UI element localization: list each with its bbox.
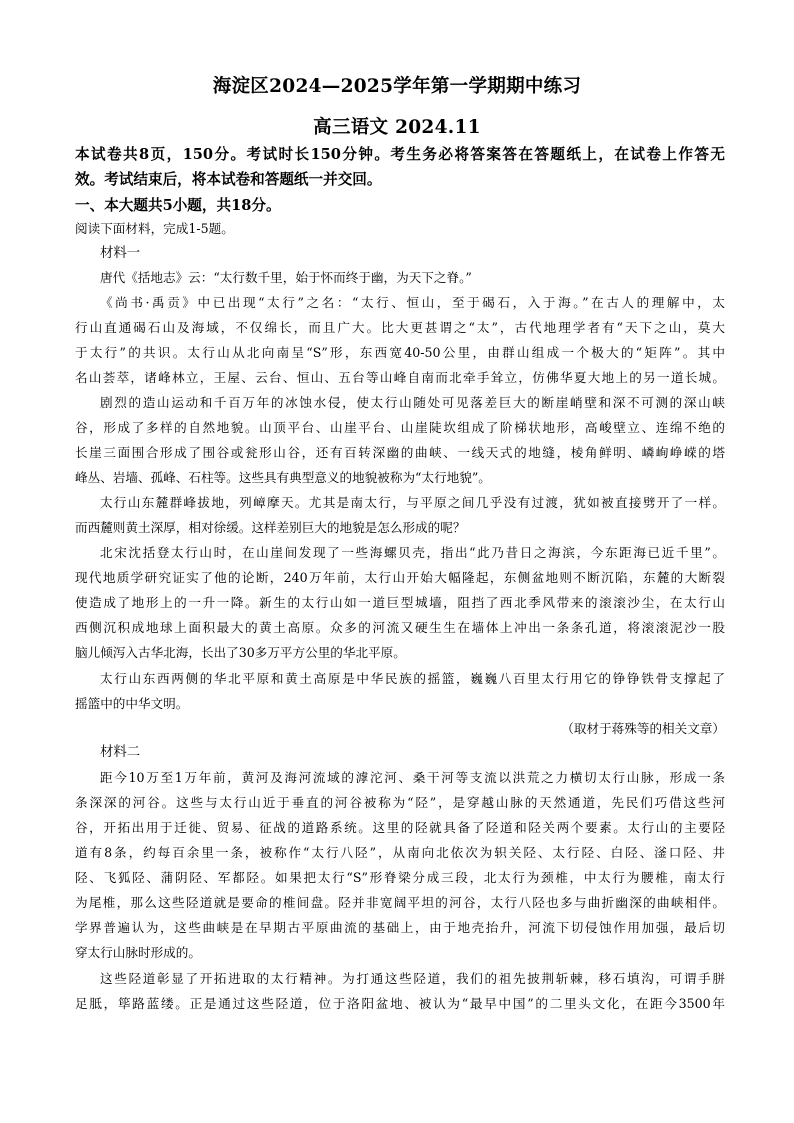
paragraph-line: 北宋沈括登太行山时，在山崖间发现了一些海螺贝壳，指出“此乃昔日之海滨，今东距海已近千里”。 <box>100 545 725 560</box>
paragraph-line: 《尚书·禹贡》中已出现“太行”之名：“太行、恒山，至于碣石，入于海。”在古人的理解中，太 <box>100 295 725 310</box>
section-prompt: 阅读下面材料，完成1-5题。 <box>75 221 234 236</box>
material1-source: （取材于蒋殊等的相关文章） <box>561 721 725 736</box>
paragraph-line: 为尾椎，那么这些陉道就是要命的椎间盘。陉并非宽阔平坦的河谷，太行八陉也多与曲折幽深的曲峡相伴。 <box>75 895 725 910</box>
paragraph-line: 西侧沉积成地球上面积最大的黄土高原。众多的河流又硬生生在墙体上冲出一条条孔道，将滚滚泥沙一股 <box>75 620 725 635</box>
paragraph-line: 使造成了地形上的一升一降。新生的太行山如一道巨型城墙，阻挡了西北季风带来的滚滚沙尘，在太行山 <box>75 595 725 610</box>
paragraph-line: 峰丛、岩墙、孤峰、石柱等。这些具有典型意义的地貌被称为“太行地貌”。 <box>75 470 491 485</box>
paragraph-line: 长崖三面围合形成了围谷或瓮形山谷，还有百转深幽的曲峡、一线天式的地缝，棱角鲜明、嶙峋峥嵘的塔 <box>75 445 725 460</box>
paragraph-line: 条深深的河谷。这些与太行山近于垂直的河谷被称为“陉”，是穿越山脉的天然通道，先民们巧借这些河 <box>75 795 725 810</box>
paragraph-line: 这些陉道彰显了开拓进取的太行精神。为打通这些陉道，我们的祖先披荆斩棘，移石填沟，可谓手胼 <box>100 971 725 986</box>
paragraph-line: 距今10万至1万年前，黄河及海河流域的滹沱河、桑干河等支流以洪荒之力横切太行山脉，形成一条 <box>100 770 725 785</box>
exam-title: 海淀区2024—2025学年第一学期期中练习 <box>212 76 582 97</box>
paragraph-line: 太行山东麓群峰拔地，列嶂摩天。尤其是南太行，与平原之间几乎没有过渡，犹如被直接劈开了一样。 <box>100 495 725 510</box>
paragraph-line: 学界普遍认为，这些曲峡是在早期古平原曲流的基础上，由于地壳抬升，河流下切侵蚀作用加强，最后切 <box>75 920 725 935</box>
paragraph-line: 脑儿倾泻入古华北海，长出了30多万平方公里的华北平原。 <box>75 645 406 660</box>
paragraph-line: 行山直通碣石山及海域，不仅绵长，而且广大。比大更甚谓之“太”，古代地理学者有“天下之山，莫大 <box>75 320 725 335</box>
paragraph-line: 摇篮中的中华文明。 <box>75 696 189 711</box>
paragraph-line: 足胝，筚路蓝缕。正是通过这些陉道，位于洛阳盆地、被认为“最早中国”的二里头文化，在距今3500年 <box>75 996 725 1011</box>
exam-subtitle: 高三语文 2024.11 <box>313 117 481 138</box>
paragraph-line: 穿太行山脉时形成的。 <box>75 945 201 960</box>
paragraph-line: 现代地质学研究证实了他的论断，240万年前，太行山开始大幅隆起，东侧盆地则不断沉陷，东麓的大断裂 <box>75 570 725 585</box>
material1-label: 材料一 <box>100 246 141 261</box>
paragraph-line: 而西麓则黄土深厚，相对徐缓。这样差别巨大的地貌是怎么形成的呢？ <box>75 520 466 535</box>
paragraph-line: 于太行”的共识。太行山从北向南呈“S”形，东西宽40-50公里，由群山组成一个极大的“矩阵”。其中 <box>75 345 725 360</box>
instructions-line: 本试卷共8页，150分。考试时长150分钟。考生务必将答案答在答题纸上，在试卷上作答无 <box>75 146 725 163</box>
paragraph-line: 道有8条，约每百余里一条，被称作“太行八陉”，从南向北依次为轵关陉、太行陉、白陉、滏口陉、井 <box>75 845 725 860</box>
instructions-line: 效。考试结束后，将本试卷和答题纸一并交回。 <box>75 171 382 188</box>
section-heading: 一、本大题共5小题，共18分。 <box>75 197 281 214</box>
paragraph-line: 谷，开拓出用于迁徙、贸易、征战的道路系统。这里的陉就具备了陉道和陉关两个要素。太行山的主要陉 <box>75 820 725 835</box>
paragraph-line: 太行山东西两侧的华北平原和黄土高原是中华民族的摇篮，巍巍八百里太行用它的铮铮铁骨支撑起了 <box>100 671 725 686</box>
paragraph-line: 剧烈的造山运动和千百万年的冰蚀水侵，使太行山随处可见落差巨大的断崖峭壁和深不可测的深山峡 <box>100 395 725 410</box>
material2-label: 材料二 <box>100 745 141 760</box>
paragraph-line: 陉、飞狐陉、蒲阴陉、军都陉。如果把太行“S”形脊梁分成三段，北太行为颈椎，中太行为腰椎，南太行 <box>75 870 725 885</box>
paragraph-line: 名山荟萃，诸峰林立，王屋、云台、恒山、五台等山峰自南而北牵手耸立，仿佛华夏大地上的另一道长城。 <box>75 370 725 385</box>
paragraph-line: 谷，形成了多样的自然地貌。山顶平台、山崖平台、山崖陡坎组成了阶梯状地形，高峻壁立、连绵不绝的 <box>75 420 725 435</box>
paragraph-line: 唐代《括地志》云：“太行数千里，始于怀而终于幽，为天下之脊。” <box>100 270 472 285</box>
